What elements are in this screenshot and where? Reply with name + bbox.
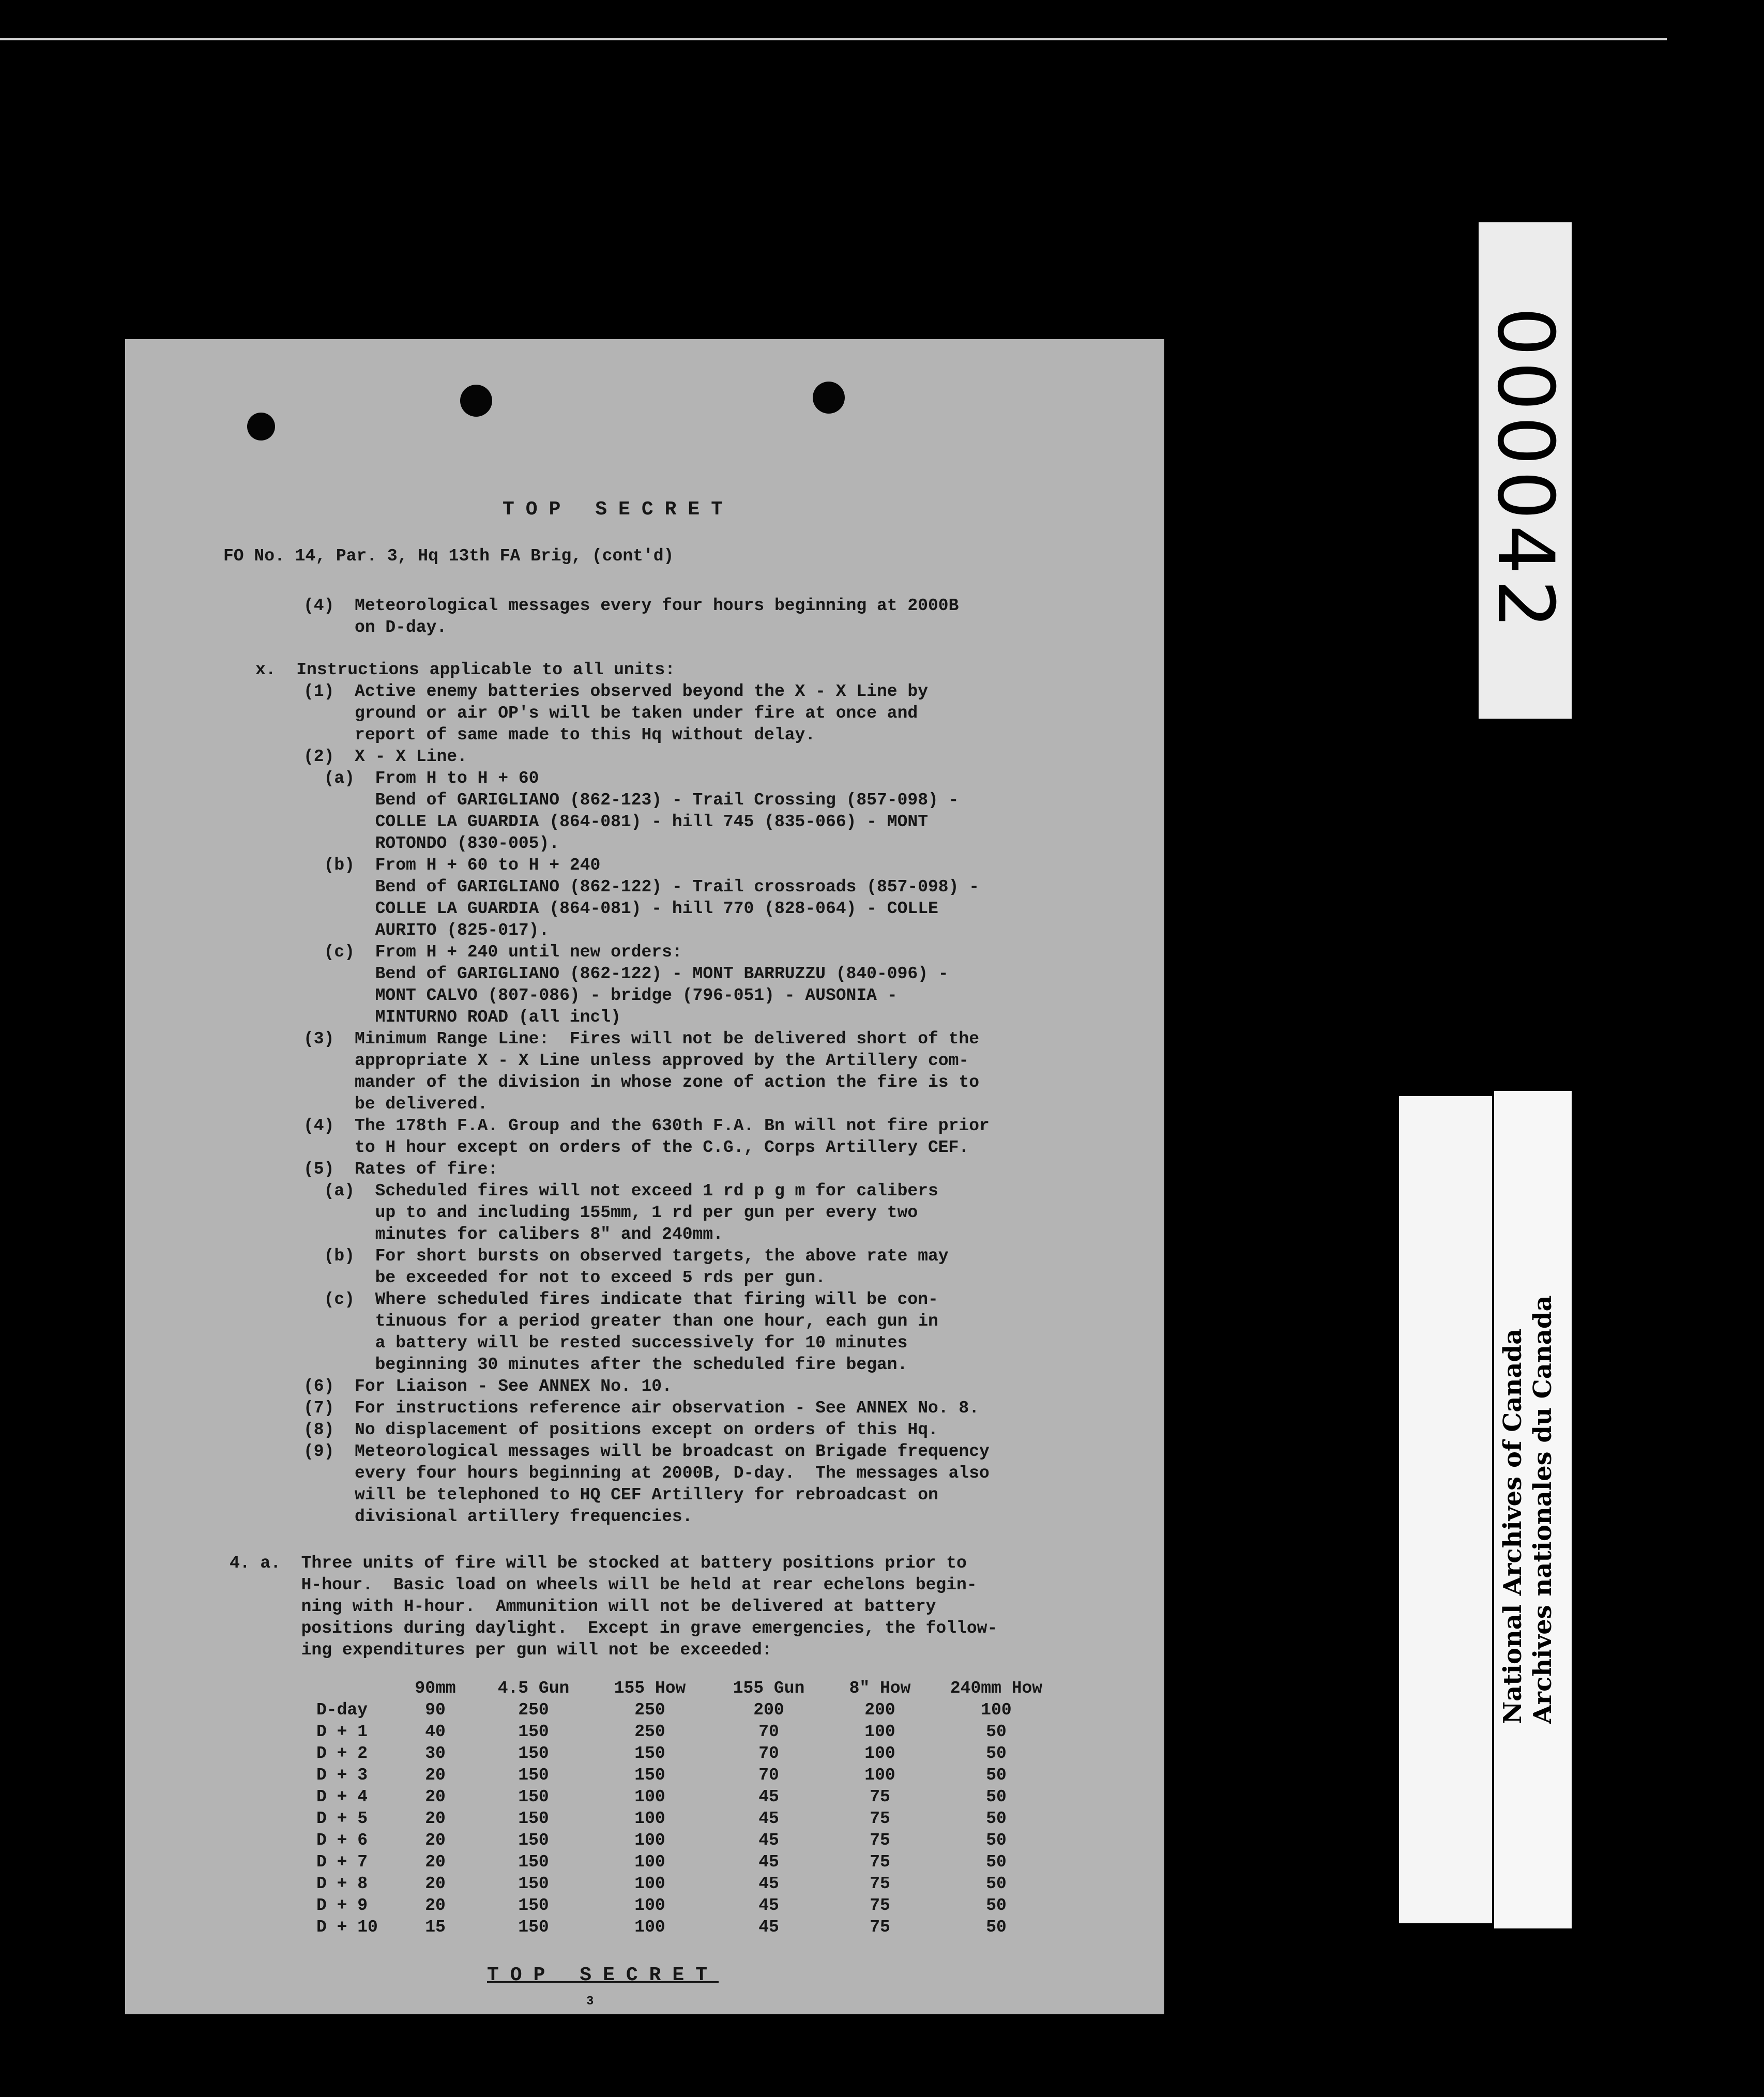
document-line: (b) For short bursts on observed targets, the above rate may [303, 1247, 949, 1266]
document-line: (a) From H to H + 60 [303, 769, 539, 788]
table-header: 155 How [614, 1678, 686, 1698]
document-line: be delivered. [303, 1095, 488, 1114]
document-line: mander of the division in whose zone of action the fire is to [303, 1073, 980, 1092]
document-line: (3) Minimum Range Line: Fires will not be delivered short of the [303, 1029, 980, 1048]
document-line: be exceeded for not to exceed 5 rds per gun. [303, 1268, 826, 1287]
table-cell: 150 [518, 1895, 549, 1915]
document-line: ning with H-hour. Ammunition will not be delivered at battery [230, 1597, 936, 1616]
table-row-label: D + 7 [316, 1852, 368, 1872]
document-line: tinuous for a period greater than one hour, each gun in [303, 1312, 938, 1331]
table-cell: 150 [518, 1787, 549, 1806]
table-cell: 70 [758, 1765, 779, 1785]
table-header-row [316, 1677, 1061, 1699]
document-page [125, 339, 1164, 2014]
table-cell: 45 [758, 1809, 779, 1828]
table-cell: 20 [425, 1852, 446, 1872]
document-line: will be telephoned to HQ CEF Artillery for rebroadcast on [303, 1485, 938, 1505]
table-row-label: D + 1 [316, 1722, 368, 1741]
document-line: (2) X - X Line. [303, 747, 467, 766]
table-row-label: D + 2 [316, 1743, 368, 1763]
table-row-label: D + 3 [316, 1765, 368, 1785]
table-cell: 50 [986, 1765, 1007, 1785]
table-row [316, 1721, 1061, 1742]
document-line: (c) From H + 240 until new orders: [303, 943, 682, 962]
table-cell: 250 [634, 1722, 665, 1741]
table-cell: 100 [864, 1765, 895, 1785]
document-line: a battery will be rested successively for 10 minutes [303, 1333, 908, 1353]
table-cell: 100 [634, 1809, 665, 1828]
archives-en: National Archives of Canada [1498, 1328, 1527, 1724]
document-line: report of same made to this Hq without delay. [303, 725, 816, 744]
ref-line-1: RG 24, C-3, vol. 14316 [1344, 1407, 1362, 1613]
table-cell: 150 [518, 1917, 549, 1937]
frame-number: 000042 [1480, 307, 1570, 634]
table-row [316, 1742, 1061, 1764]
table-header [316, 1677, 394, 1699]
document-line: (a) Scheduled fires will not exceed 1 rd p g m for calibers [303, 1181, 938, 1201]
table-cell: 100 [634, 1852, 665, 1872]
table-header: 8" How [849, 1678, 911, 1698]
document-line: (4) The 178th F.A. Group and the 630th F.A. Bn will not fire prior [303, 1116, 990, 1135]
classification-bottom: TOP SECRET [487, 1964, 719, 1986]
table-cell: 150 [518, 1852, 549, 1872]
table-cell: 250 [518, 1700, 549, 1720]
punch-hole [460, 385, 492, 417]
table-cell: 75 [870, 1917, 890, 1937]
document-line: (5) Rates of fire: [303, 1160, 498, 1179]
table-cell: 75 [870, 1895, 890, 1915]
document-line: Bend of GARIGLIANO (862-123) - Trail Crossing (857-098) - [303, 791, 959, 810]
table-row [316, 1916, 1061, 1938]
table-row-label: D + 6 [316, 1830, 368, 1850]
film-edge-line [0, 38, 1667, 40]
table-cell: 150 [518, 1765, 549, 1785]
table-cell: 70 [758, 1722, 779, 1741]
table-body [316, 1699, 1061, 1938]
document-line: (8) No displacement of positions except on orders of this Hq. [303, 1420, 938, 1439]
document-line: ing expenditures per gun will not be exceeded: [230, 1640, 772, 1660]
table-cell: 100 [634, 1917, 665, 1937]
document-line: (9) Meteorological messages will be broadcast on Brigade frequency [303, 1442, 990, 1461]
table-cell: 20 [425, 1895, 446, 1915]
table-cell: 45 [758, 1852, 779, 1872]
table-cell: 45 [758, 1874, 779, 1893]
table-cell: 70 [758, 1743, 779, 1763]
table-row-label: D + 5 [316, 1809, 368, 1828]
punch-hole [247, 413, 275, 440]
table-row [316, 1894, 1061, 1916]
table-cell: 20 [425, 1874, 446, 1893]
table-cell: 150 [518, 1809, 549, 1828]
table-cell: 50 [986, 1895, 1007, 1915]
table-cell: 150 [518, 1830, 549, 1850]
classification-top: TOP SECRET [503, 498, 735, 521]
table-cell: 200 [753, 1700, 784, 1720]
archives-fr: Archives nationales du Canada [1528, 1295, 1557, 1724]
table-row [316, 1829, 1061, 1851]
table-header: 155 Gun [733, 1678, 805, 1698]
table-row-label: D + 9 [316, 1895, 368, 1915]
table-cell: 50 [986, 1809, 1007, 1828]
table-cell: 75 [870, 1852, 890, 1872]
table-row [316, 1873, 1061, 1894]
table-cell: 200 [864, 1700, 895, 1720]
page-mark: 3 [586, 1995, 594, 2009]
table-cell: 100 [634, 1874, 665, 1893]
table-cell: 100 [634, 1787, 665, 1806]
table-cell: 250 [634, 1700, 665, 1720]
document-line: (6) For Liaison - See ANNEX No. 10. [303, 1377, 672, 1396]
table-cell: 90 [425, 1700, 446, 1720]
table-row [316, 1807, 1061, 1829]
table-cell: 50 [986, 1874, 1007, 1893]
document-line: minutes for calibers 8" and 240mm. [303, 1225, 723, 1244]
table-row-label: D + 10 [316, 1917, 378, 1937]
table-cell: 100 [634, 1895, 665, 1915]
document-line: (c) Where scheduled fires indicate that firing will be con- [303, 1290, 938, 1309]
document-line: up to and including 155mm, 1 rd per gun per every two [303, 1203, 918, 1222]
table-cell: 40 [425, 1722, 446, 1741]
table-header: 4.5 Gun [497, 1678, 570, 1698]
table-cell: 50 [986, 1722, 1007, 1741]
table-cell: 150 [634, 1743, 665, 1763]
document-line: AURITO (825-017). [303, 921, 550, 940]
document-line: Bend of GARIGLIANO (862-122) - Trail crossroads (857-098) - [303, 877, 980, 896]
document-line: (7) For instructions reference air observation - See ANNEX No. 8. [303, 1399, 980, 1418]
punch-hole [813, 382, 845, 414]
document-line: (4) Meteorological messages every four hours beginning at 2000B [303, 596, 959, 615]
table-cell: 15 [425, 1917, 446, 1937]
table-row [316, 1764, 1061, 1786]
table-cell: 150 [518, 1722, 549, 1741]
document-line: COLLE LA GUARDIA (864-081) - hill 745 (835-066) - MONT [303, 812, 928, 831]
table-cell: 20 [425, 1830, 446, 1850]
document-line: MONT CALVO (807-086) - bridge (796-051) - AUSONIA - [303, 986, 898, 1005]
table-row-label: D + 8 [316, 1874, 368, 1893]
table-cell: 75 [870, 1787, 890, 1806]
table-cell: 100 [864, 1743, 895, 1763]
document-line: x. Instructions applicable to all units: [255, 660, 675, 679]
table-row [316, 1851, 1061, 1873]
table-cell: 45 [758, 1895, 779, 1915]
document-line: beginning 30 minutes after the scheduled fire began. [303, 1355, 908, 1374]
frame-number-strip [1479, 222, 1572, 719]
document-line: every four hours beginning at 2000B, D-day. The messages also [303, 1464, 990, 1483]
expenditure-table [316, 1677, 1061, 1938]
table-cell: 100 [981, 1700, 1012, 1720]
table-cell: 30 [425, 1743, 446, 1763]
table-cell: 75 [870, 1809, 890, 1828]
table-cell: 100 [864, 1722, 895, 1741]
archives-text [1498, 1295, 1558, 1724]
table-cell: 100 [634, 1830, 665, 1850]
document-line: ground or air OP's will be taken under fire at once and [303, 704, 918, 723]
table-cell: 20 [425, 1765, 446, 1785]
document-line: appropriate X - X Line unless approved by the Artillery com- [303, 1051, 969, 1070]
document-line: positions during daylight. Except in grave emergencies, the follow- [230, 1619, 998, 1638]
table-cell: 45 [758, 1917, 779, 1937]
document-line: (b) From H + 60 to H + 240 [303, 856, 601, 875]
document-line: divisional artillery frequencies. [303, 1507, 693, 1526]
table-cell: 45 [758, 1787, 779, 1806]
dept-line-2: DÉFENSE NATIONALE [1745, 1709, 1763, 1868]
document-line: ROTONDO (830-005). [303, 834, 560, 853]
table-row [316, 1786, 1061, 1807]
table-cell: 50 [986, 1830, 1007, 1850]
document-line: COLLE LA GUARDIA (864-081) - hill 770 (828-064) - COLLE [303, 899, 938, 918]
table-cell: 150 [518, 1743, 549, 1763]
ref-line-2: File/dossier 63 [1363, 1407, 1381, 1547]
table-header: 240mm How [950, 1678, 1043, 1698]
document-line: Bend of GARIGLIANO (862-122) - MONT BARRUZZU (840-096) - [303, 964, 949, 983]
document-line: on D-day. [303, 618, 447, 637]
document-header: FO No. 14, Par. 3, Hq 13th FA Brig, (cont'd) [223, 546, 674, 566]
table-cell: 20 [425, 1787, 446, 1806]
table-cell: 50 [986, 1917, 1007, 1937]
table-header: 90mm [415, 1678, 456, 1698]
table-cell: 45 [758, 1830, 779, 1850]
department-text [1127, 1141, 1764, 1868]
table-row [316, 1699, 1061, 1721]
table-cell: 20 [425, 1809, 446, 1828]
table-cell: 150 [518, 1874, 549, 1893]
table-cell: 75 [870, 1830, 890, 1850]
document-line: to H hour except on orders of the C.G., Corps Artillery CEF. [303, 1138, 969, 1157]
table-cell: 50 [986, 1852, 1007, 1872]
table-cell: 75 [870, 1874, 890, 1893]
document-line: (1) Active enemy batteries observed beyond the X - X Line by [303, 682, 928, 701]
table-cell: 150 [634, 1765, 665, 1785]
dept-line-1: NATIONAL DEFENCE [1727, 1719, 1745, 1868]
document-line: 4. a. Three units of fire will be stocked at battery positions prior to [230, 1554, 967, 1573]
table-row-label: D + 4 [316, 1787, 368, 1806]
document-line: H-hour. Basic load on wheels will be held at rear echelons begin- [230, 1575, 977, 1594]
table-row-label: D-day [316, 1700, 368, 1720]
table-cell: 50 [986, 1743, 1007, 1763]
table-cell: 50 [986, 1787, 1007, 1806]
document-line: MINTURNO ROAD (all incl) [303, 1008, 621, 1027]
archives-label [1494, 1091, 1572, 1928]
